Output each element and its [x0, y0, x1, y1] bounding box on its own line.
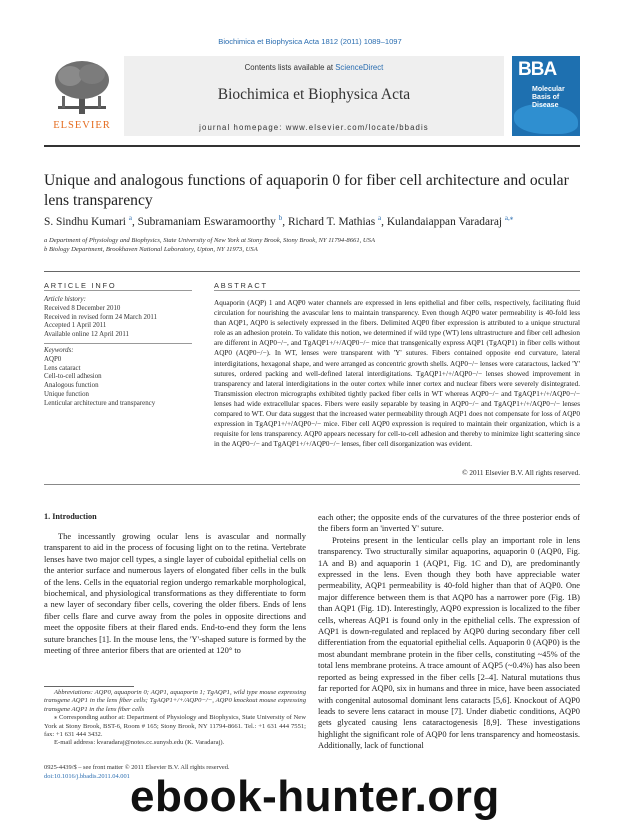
elsevier-logo — [44, 56, 120, 136]
abstract-copyright: © 2011 Elsevier B.V. All rights reserved. — [462, 469, 580, 477]
affiliation-divider — [44, 271, 580, 272]
intro-paragraph: each other; the opposite ends of the curvatures of the three posterior ends of the fibers form an 'inverted Y' suture. — [318, 512, 580, 534]
intro-paragraph: Proteins present in the lenticular cells play an important role in lens transparency. Two structurally similar aquaporins, aquaporin 0 (AQP0, Fig. 1A and B) and aquaporin 1 (AQP1, Fig. 1C and D), are predominantly expressed in the lens. Even though they both have appreciable water permeability, AQP1 permeability is 40-fold higher than that of AQP0. One major difference between them is that AQP0 has a narrower pore (Fig. 1B) than AQP1 (Fig. 1D). Interestingly, AQP0 expression is localized to the fiber cells, whereas AQP1 is found only in the epithelial cells. The expression of AQP1 is down-regulated and replaced by AQP0 during secondary fiber cell differentiation from the equatorial epithelial cells. Aquaporin 0 (AQP0) is the most abundant membrane protein in the fiber cells, constituting ~45% of the total lens membrane proteins. A trace amount of AQP5 (~0.4%) has also been reported as being expressed in the fiber cells [2–4]. Natural mutations thus far reported for AQP0, six in humans and three in mice, have been associated with congenital autosomal dominant lens cataracts [5,6]. Knockout of AQP0 leads to severe lens cataract in mouse [7]. Under diabetic conditions, AQP0 gets glycated causing lens cataractogenesis [8,9]. These investigations highlight the significant role of AQP0 for lens transparency and homeostasis. Additionally, lack of functional — [318, 534, 580, 751]
footnote-divider — [44, 686, 134, 687]
contents-prefix: Contents lists available at — [244, 63, 336, 72]
elsevier-tree-icon — [52, 58, 112, 116]
history-item: Accepted 1 April 2011 — [44, 322, 107, 330]
history-item: Received 8 December 2010 — [44, 304, 121, 312]
body-divider — [44, 484, 580, 485]
keywords-label: Keywords: — [44, 346, 74, 354]
abbreviations-footnote: Abbreviations: AQP0, aquaporin 0; AQP1, aquaporin 1; TgAQP1, wild type mouse expressing transgene AQP1 in the lens fiber cells; TgAQP1+/+/AQP0−/−, AQP0 knockout mouse expressing transgene AQP1 in the lens fiber cells — [44, 689, 306, 713]
info-separator — [44, 343, 192, 344]
corresponding-author-footnote: ⁎ Corresponding author at: Department of Physiology and Biophysics, State University of New York at Stony Brook, BST-6, Room # 165; Stony Brook, NY 11794-8661. Tel.: +1 631 444 7551; fax: +1 631 444 3432. — [44, 714, 306, 739]
author-affiliation-mark[interactable]: a — [378, 214, 382, 222]
author-name[interactable]: Subramaniam Eswaramoorthy — [137, 215, 276, 228]
history-label: Article history: — [44, 296, 86, 303]
journal-cover — [512, 56, 580, 136]
info-divider — [44, 290, 192, 291]
author-name[interactable]: S. Sindhu Kumari — [44, 215, 126, 228]
author-affiliation-mark[interactable]: a — [128, 214, 132, 222]
journal-homepage[interactable]: journal homepage: www.elsevier.com/locate/bbadis — [199, 123, 429, 132]
footnotes — [44, 689, 306, 748]
history-item: Available online 12 April 2011 — [44, 331, 129, 339]
affiliation-a: a Department of Physiology and Biophysics, State University of New York at Stony Brook, Stony Brook, NY 11794-8661, USA — [44, 237, 375, 244]
keyword: AQP0 — [44, 355, 62, 363]
section-heading: 1. Introduction — [44, 512, 97, 521]
article-info-heading: ARTICLE INFO — [44, 281, 117, 290]
watermark-text: ebook-hunter.org — [130, 772, 500, 821]
journal-header — [124, 56, 504, 136]
keyword: Lens cataract — [44, 364, 81, 372]
article-title: Unique and analogous functions of aquaporin 0 for fiber cell architecture and ocular lens transparency — [44, 172, 569, 209]
abstract-text: Aquaporin (AQP) 1 and AQP0 water channels are expressed in lens epithelial and fiber cells, respectively, facilitating fluid circulation for nourishing the avascular lens to maintain transparency. Even though AQP0 water permeability is 40-fold less than AQP1, AQP0 is selectively expressed in the fibers. Delimited AQP0 fiber expression is attributed to a unique structural role as an adhesion protein. To validate this notion, we determined if wild type (WT) lens ultrastructure and fiber cell adhesion are different in AQP0−/−, and TgAQP1+/+/AQP0−/− mice that transgenically express AQP1 (TgAQP1) in fiber cells without AQP0 (AQP0−/−). In WT, lenses were transparent with 'Y' sutures. Fibers contained opposite end curvature, lateral interdigitations, hexagonal shape, and were arranged as concentric growth shells. AQP0−/− lenses were cataractous, lacked 'Y' sutures, ordered packing and well-defined lateral interdigitations. TgAQP1+/+/AQP0−/− lenses showed improvement in transparency and lateral interdigitations in the outer cortex while inner cortex and nuclear fibers were severely disintegrated. Transmission electron micrographs exhibited tightly packed fiber cells in WT whereas AQP0−/− and TgAQP1+/+/AQP0−/− lenses had wide extracellular spaces. Fibers were easily separable by teasing in AQP0−/− and TgAQP1+/+/AQP0−/− lenses compared to WT. Our data suggest that the increased water permeability through AQP1 does not compensate for loss of AQP0 expression in TgAQP1+/+/AQP0−/− mice. Fiber cell AQP0 expression is required to maintain their organization, which is a requisite for lens transparency. AQP0 appears necessary for cell-to-cell adhesion and thereby to minimize light scattering since in the AQP0−/− and TgAQP1+/+/AQP0−/− lenses, fiber cell disorganization was evident. — [214, 299, 580, 449]
author-affiliation-mark[interactable]: b — [278, 214, 283, 222]
keyword: Unique function — [44, 390, 89, 398]
publisher-name: ELSEVIER — [53, 120, 111, 131]
cover-letters: BBA — [518, 59, 557, 80]
author-list: S. Sindhu Kumari $^a$, Subramaniam Eswaramoorthy $^b$, Richard T. Mathias $^a$, Kulandaiappan Varadaraj $^{a,⁎}$ — [44, 214, 514, 228]
author-name[interactable]: Kulandaiappan Varadaraj — [386, 215, 503, 228]
keyword: Analogous function — [44, 382, 99, 390]
abstract-divider — [214, 290, 580, 291]
keyword: Lenticular architecture and transparency — [44, 399, 156, 407]
contents-line — [124, 63, 504, 72]
article-info — [44, 296, 192, 409]
history-item: Received in revised form 24 March 2011 — [44, 313, 158, 321]
doi-link[interactable]: doi:10.1016/j.bbadis.2011.04.001 — [44, 773, 130, 780]
header-divider — [44, 145, 580, 147]
intro-paragraph: The incessantly growing ocular lens is avascular and normally transparent to aid in the process of focusing light on to the retina. Vertebrate lenses have two major cell types, a single layer of cuboidal epithelial cells on the anterior surface and numerous layers of elongated fiber cells in the bulk of the lens. Cells in the equatorial region undergo remarkable morphological, biochemical, and physiological transformations as they differentiate to form a new layer of secondary fiber cells, covering the older fibers. Ends of lens fiber cells flare and curve away from the poles in opposite directions and meet the opposite fibers at their flared ends. End-to-end they form the lens suture branches [1]. In the mouse lens, the 'Y'-shaped suture is formed by the meeting of three anterior fibers that are oriented at 120° to — [44, 531, 306, 656]
abstract-heading: ABSTRACT — [214, 281, 268, 290]
author-affiliation-mark[interactable]: a,⁎ — [504, 214, 514, 222]
author-name[interactable]: Richard T. Mathias — [287, 215, 376, 228]
affiliation-b: b Biology Department, Brookhaven National Laboratory, Upton, NY 11973, USA — [44, 246, 258, 253]
journal-title: Biochimica et Biophysica Acta — [217, 86, 411, 103]
intro-right-column — [318, 512, 580, 752]
email-footnote[interactable]: E-mail address: kvaradaraj@notes.cc.sunysb.edu (K. Varadaraj). — [54, 739, 225, 747]
issn-line: 0925-4439/$ – see front matter © 2011 Elsevier B.V. All rights reserved. — [44, 764, 230, 771]
journal-citation[interactable]: Biochimica et Biophysica Acta 1812 (2011) 1089–1097 — [218, 37, 402, 46]
sciencedirect-link[interactable]: ScienceDirect — [335, 63, 384, 72]
cover-subtitle: Molecular Basis of Disease — [532, 86, 565, 109]
keyword: Cell-to-cell adhesion — [44, 373, 102, 381]
